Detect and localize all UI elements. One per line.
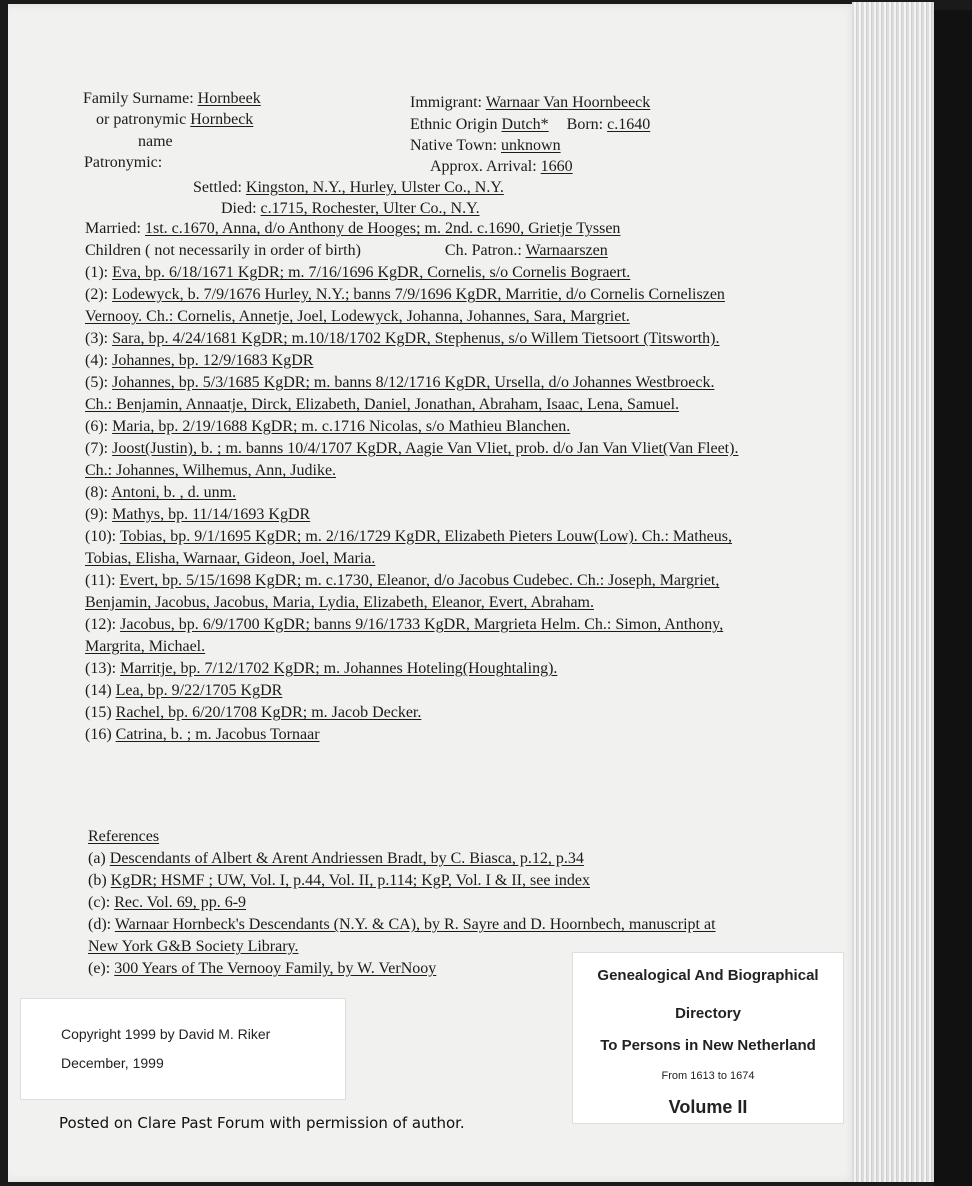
child-text: Lodewyck, b. 7/9/1676 Hurley, N.Y.; banns 7/9/1696 KgDR, Marritie, d/o Cornelis Corneliszen Vernooy. Ch.: Cornelis, Annetje, Joel, Lodewyck, Johanna, Johannes, Sara, Margriet. xyxy=(85,286,725,325)
patronymic2-label: Patronymic: xyxy=(84,154,163,171)
born-label: Born: xyxy=(566,116,604,133)
immigrant-row xyxy=(410,93,650,113)
child-entry xyxy=(85,350,745,372)
child-number: (6): xyxy=(85,418,109,435)
child-entry xyxy=(85,658,745,680)
book-date-range: From 1613 to 1674 xyxy=(661,1070,755,1082)
family-surname-value: Hornbeek xyxy=(197,90,261,107)
child-text: Rachel, bp. 6/20/1708 KgDR; m. Jacob Decker. xyxy=(115,704,422,721)
ethnic-value: Dutch* xyxy=(501,116,549,133)
child-number: (3): xyxy=(85,330,109,347)
child-number: (16) xyxy=(85,726,112,743)
child-entry xyxy=(85,416,745,438)
family-surname-row xyxy=(83,89,261,109)
reference-entry xyxy=(88,848,728,870)
died-value: c.1715, Rochester, Ulter Co., N.Y. xyxy=(260,200,480,217)
child-entry xyxy=(85,526,745,570)
immigrant-label: Immigrant: xyxy=(410,94,482,111)
name-label: name xyxy=(138,133,173,150)
book-title-box xyxy=(572,952,844,1124)
married-line xyxy=(85,218,745,240)
ch-patron-value: Warnaarszen xyxy=(525,242,608,259)
child-number: (8): xyxy=(85,484,109,501)
reference-text: Descendants of Albert & Arent Andriessen Bradt, by C. Biasca, p.12, p.34 xyxy=(109,850,584,867)
reference-number: (b) xyxy=(88,872,107,889)
died-row xyxy=(221,199,480,219)
arrival-label: Approx. Arrival: xyxy=(430,158,537,175)
child-text: Evert, bp. 5/15/1698 KgDR; m. c.1730, Eleanor, d/o Jacobus Cudebec. Ch.: Joseph, Margriet, Benjamin, Jacobus, Jacobus, Maria, Lydia, Elizabeth, Eleanor, Evert, Abraham. xyxy=(85,572,720,611)
native-town-row xyxy=(410,136,561,156)
child-entry xyxy=(85,504,745,526)
child-text: Marritje, bp. 7/12/1702 KgDR; m. Johannes Hoteling(Houghtaling). xyxy=(120,660,558,677)
reference-text: KgDR; HSMF ; UW, Vol. I, p.44, Vol. II, p.114; KgP, Vol. I & II, see index xyxy=(110,872,590,889)
book-title-line2: Directory xyxy=(675,1005,741,1022)
child-text: Joost(Justin), b. ; m. banns 10/4/1707 KgDR, Aagie Van Vliet, prob. d/o Jan Van Vliet(Van Fleet). Ch.: Johannes, Wilhemus, Ann, Judike. xyxy=(85,440,739,479)
child-text: Mathys, bp. 11/14/1693 KgDR xyxy=(112,506,311,523)
posted-note: Posted on Clare Past Forum with permission of author. xyxy=(59,1114,465,1132)
reference-number: (d): xyxy=(88,916,112,933)
married-label: Married: xyxy=(85,220,141,237)
child-number: (13): xyxy=(85,660,117,677)
child-entry xyxy=(85,570,745,614)
book-title-line1: Genealogical And Biographical xyxy=(597,967,819,984)
child-entry xyxy=(85,372,745,416)
reference-entry xyxy=(88,870,728,892)
settled-label: Settled: xyxy=(193,179,242,196)
copyright-line: Copyright 1999 by David M. Riker xyxy=(61,1026,271,1042)
child-text: Lea, bp. 9/22/1705 KgDR xyxy=(115,682,283,699)
reference-entry xyxy=(88,892,728,914)
ethnic-origin-row xyxy=(410,115,650,135)
child-entry xyxy=(85,702,745,724)
child-number: (5): xyxy=(85,374,109,391)
child-text: Jacobus, bp. 6/9/1700 KgDR; banns 9/16/1733 KgDR, Margrieta Helm. Ch.: Simon, Anthony, Margrita, Michael. xyxy=(85,616,724,655)
arrival-value: 1660 xyxy=(540,158,573,175)
child-entry xyxy=(85,680,745,702)
reference-text: Rec. Vol. 69, pp. 6-9 xyxy=(114,894,247,911)
child-entry xyxy=(85,614,745,658)
child-number: (15) xyxy=(85,704,112,721)
reference-number: (c): xyxy=(88,894,111,911)
child-number: (4): xyxy=(85,352,109,369)
child-number: (1): xyxy=(85,264,109,281)
child-entry xyxy=(85,724,745,746)
child-entry xyxy=(85,262,745,284)
died-label: Died: xyxy=(221,200,257,217)
family-record xyxy=(85,218,745,746)
settled-row xyxy=(193,178,504,198)
reference-text: Warnaar Hornbeck's Descendants (N.Y. & CA), by R. Sayre and D. Hoornbech, manuscript at New York G&B Society Library. xyxy=(88,916,716,955)
ch-patron-label: Ch. Patron.: xyxy=(444,242,522,259)
book-volume: Volume II xyxy=(668,1097,748,1117)
immigrant-value: Warnaar Van Hoornbeeck xyxy=(485,94,651,111)
child-number: (9): xyxy=(85,506,109,523)
patronymic-row xyxy=(96,110,253,130)
child-number: (7): xyxy=(85,440,109,457)
child-text: Maria, bp. 2/19/1688 KgDR; m. c.1716 Nicolas, s/o Mathieu Blanchen. xyxy=(112,418,571,435)
child-text: Catrina, b. ; m. Jacobus Tornaar xyxy=(115,726,320,743)
children-heading-line xyxy=(85,240,745,262)
child-entry xyxy=(85,328,745,350)
child-number: (14) xyxy=(85,682,112,699)
child-text: Sara, bp. 4/24/1681 KgDR; m.10/18/1702 KgDR, Stephenus, s/o Willem Tietsoort (Titsworth). xyxy=(112,330,720,347)
book-title-line3: To Persons in New Netherland xyxy=(600,1037,816,1054)
child-number: (2): xyxy=(85,286,109,303)
reference-number: (a) xyxy=(88,850,106,867)
child-entry xyxy=(85,482,745,504)
child-text: Antoni, b. , d. unm. xyxy=(111,484,237,501)
copyright-box xyxy=(20,998,346,1100)
arrival-row xyxy=(430,157,573,177)
references-heading: References xyxy=(88,828,160,845)
child-entry xyxy=(85,284,745,328)
child-number: (11): xyxy=(85,572,116,589)
child-number: (12): xyxy=(85,616,117,633)
married-value: 1st. c.1670, Anna, d/o Anthony de Hooges; m. 2nd. c.1690, Grietje Tyssen xyxy=(144,220,621,237)
reference-number: (e): xyxy=(88,960,111,977)
child-number: (10): xyxy=(85,528,117,545)
patronymic-label: or patronymic xyxy=(96,111,187,128)
born-value: c.1640 xyxy=(607,116,651,133)
children-list xyxy=(85,262,745,746)
settled-value: Kingston, N.Y., Hurley, Ulster Co., N.Y. xyxy=(245,179,504,196)
family-surname-label: Family Surname: xyxy=(83,90,194,107)
page-edges xyxy=(852,2,934,1182)
native-value: unknown xyxy=(501,137,561,154)
child-entry xyxy=(85,438,745,482)
child-text: Tobias, bp. 9/1/1695 KgDR; m. 2/16/1729 KgDR, Elizabeth Pieters Louw(Low). Ch.: Matheus, Tobias, Elisha, Warnaar, Gideon, Joel, Maria. xyxy=(85,528,732,567)
children-heading: Children ( not necessarily in order of birth) xyxy=(85,242,361,259)
native-label: Native Town: xyxy=(410,137,498,154)
patronymic-value: Hornbeck xyxy=(190,111,254,128)
child-text: Johannes, bp. 5/3/1685 KgDR; m. banns 8/12/1716 KgDR, Ursella, d/o Johannes Westbroeck. Ch.: Benjamin, Annaatje, Dirck, Elizabeth, Daniel, Jonathan, Abraham, Isaac, Lena, Samuel. xyxy=(85,374,715,413)
ethnic-label: Ethnic Origin xyxy=(410,116,498,133)
copyright-date: December, 1999 xyxy=(61,1055,164,1071)
background-edge xyxy=(934,10,972,1186)
child-text: Eva, bp. 6/18/1671 KgDR; m. 7/16/1696 KgDR, Cornelis, s/o Cornelis Bograert. xyxy=(112,264,631,281)
reference-text: 300 Years of The Vernooy Family, by W. VerNooy xyxy=(114,960,437,977)
child-text: Johannes, bp. 12/9/1683 KgDR xyxy=(112,352,314,369)
